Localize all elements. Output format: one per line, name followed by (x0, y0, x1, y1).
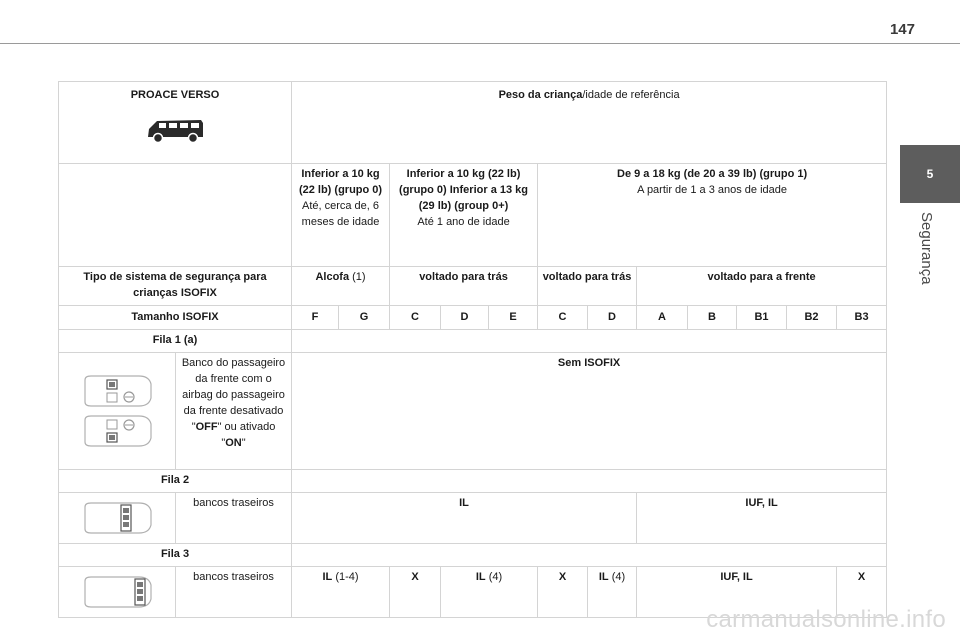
row3-value-rest: (4) (608, 570, 626, 583)
isofix-size-label: Tamanho ISOFIX (59, 306, 292, 330)
isofix-size: D (441, 306, 489, 330)
row2-value: IUF, IL (637, 492, 887, 543)
group-cell-2 (538, 164, 887, 267)
row3-label-row (59, 543, 887, 566)
group-row (59, 164, 887, 267)
row1-label-row (59, 330, 887, 353)
group-title: De 9 a 18 kg (de 20 a 39 lb) (grupo 1) (617, 168, 808, 180)
group-cell-1 (390, 164, 538, 267)
row1-value: Sem ISOFIX (292, 352, 887, 469)
isofix-size: C (538, 306, 588, 330)
row3-description: bancos traseiros (176, 566, 292, 617)
row3-value-rest: (1-4) (332, 570, 359, 583)
row3-value: IUF, IL (637, 566, 837, 617)
row3-value: X (837, 566, 887, 617)
group-title: Inferior a 10 kg (22 lb) (grupo 0) (298, 168, 383, 196)
empty-cell (292, 330, 887, 353)
group-subtitle: Até 1 ano de idade (417, 215, 510, 228)
row1-desc-text: " (241, 436, 246, 449)
isofix-size: D (588, 306, 637, 330)
row3-value-bold: IL (322, 570, 333, 583)
row2-value: IL (292, 492, 637, 543)
header-divider (0, 43, 960, 44)
empty-cell (292, 469, 887, 492)
front-seat-diagram-cell (59, 352, 176, 469)
row2-data-row (59, 492, 887, 543)
model-cell (59, 82, 292, 164)
system-type-rest: (1) (349, 271, 366, 283)
system-type-label: Tipo de sistema de segurança para crianças ISOFIX (59, 267, 292, 306)
empty-cell (59, 164, 292, 267)
weight-header-rest: /idade de referência (582, 89, 680, 101)
isofix-size: B3 (837, 306, 887, 330)
row2-label-row (59, 469, 887, 492)
row3-value (588, 566, 637, 617)
row1-data-row (59, 352, 887, 469)
empty-cell (292, 543, 887, 566)
isofix-table (58, 81, 887, 618)
isofix-size: E (489, 306, 538, 330)
weight-header-bold: Peso da criança (498, 89, 583, 101)
group-cell-0 (292, 164, 390, 267)
isofix-size: B (688, 306, 737, 330)
system-type-cell (292, 267, 390, 306)
row3-diagram-cell (59, 566, 176, 617)
system-type-row (59, 267, 887, 306)
system-type-cell: voltado para trás (390, 267, 538, 306)
system-type-cell: voltado para trás (538, 267, 637, 306)
isofix-size: C (390, 306, 441, 330)
group-subtitle: A partir de 1 a 3 anos de idade (637, 183, 787, 196)
row2-label: Fila 2 (59, 469, 292, 492)
airbag-on-label: ON (225, 436, 242, 449)
table-header-row (59, 82, 887, 164)
chapter-title: Segurança (918, 212, 935, 285)
row3-seat-diagram (81, 575, 153, 609)
row1-desc-text: " ou ativado " (217, 420, 276, 449)
isofix-size: G (339, 306, 390, 330)
isofix-size: B2 (787, 306, 837, 330)
row3-value: X (390, 566, 441, 617)
row2-description: bancos traseiros (176, 492, 292, 543)
row3-value-bold: IL (598, 570, 609, 583)
row1-label: Fila 1 (a) (59, 330, 292, 353)
isofix-size: A (637, 306, 688, 330)
model-name: PROACE VERSO (130, 89, 220, 101)
group-subtitle: Até, cerca de, 6 meses de idade (301, 199, 380, 228)
isofix-size: F (292, 306, 339, 330)
system-type-bold: Alcofa (315, 271, 350, 283)
row3-value: X (538, 566, 588, 617)
row3-value (441, 566, 538, 617)
row3-value-rest: (4) (485, 570, 503, 583)
row2-seat-diagram (81, 501, 153, 535)
weight-header (292, 82, 887, 164)
row3-value-bold: IL (475, 570, 486, 583)
row1-description (176, 352, 292, 469)
van-icon (143, 116, 207, 146)
group-title: Inferior a 10 kg (22 lb) (grupo 0) Inferior a 13 kg (29 lb) (group 0+) (399, 168, 528, 212)
row1-desc-text: Banco do passageiro da frente com o airbag do passageiro da frente desativado " (181, 356, 286, 433)
page-number: 147 (889, 21, 915, 38)
front-seat-airbag-off-diagram (81, 374, 153, 408)
airbag-off-label: OFF (195, 420, 218, 433)
isofix-size-row (59, 306, 887, 330)
row3-label: Fila 3 (59, 543, 292, 566)
front-seat-airbag-on-diagram (81, 414, 153, 448)
chapter-tab[interactable]: 5 (900, 145, 960, 203)
isofix-size: B1 (737, 306, 787, 330)
row3-value (292, 566, 390, 617)
watermark: carmanualsonline.info (706, 606, 946, 633)
system-type-cell: voltado para a frente (637, 267, 887, 306)
row2-diagram-cell (59, 492, 176, 543)
